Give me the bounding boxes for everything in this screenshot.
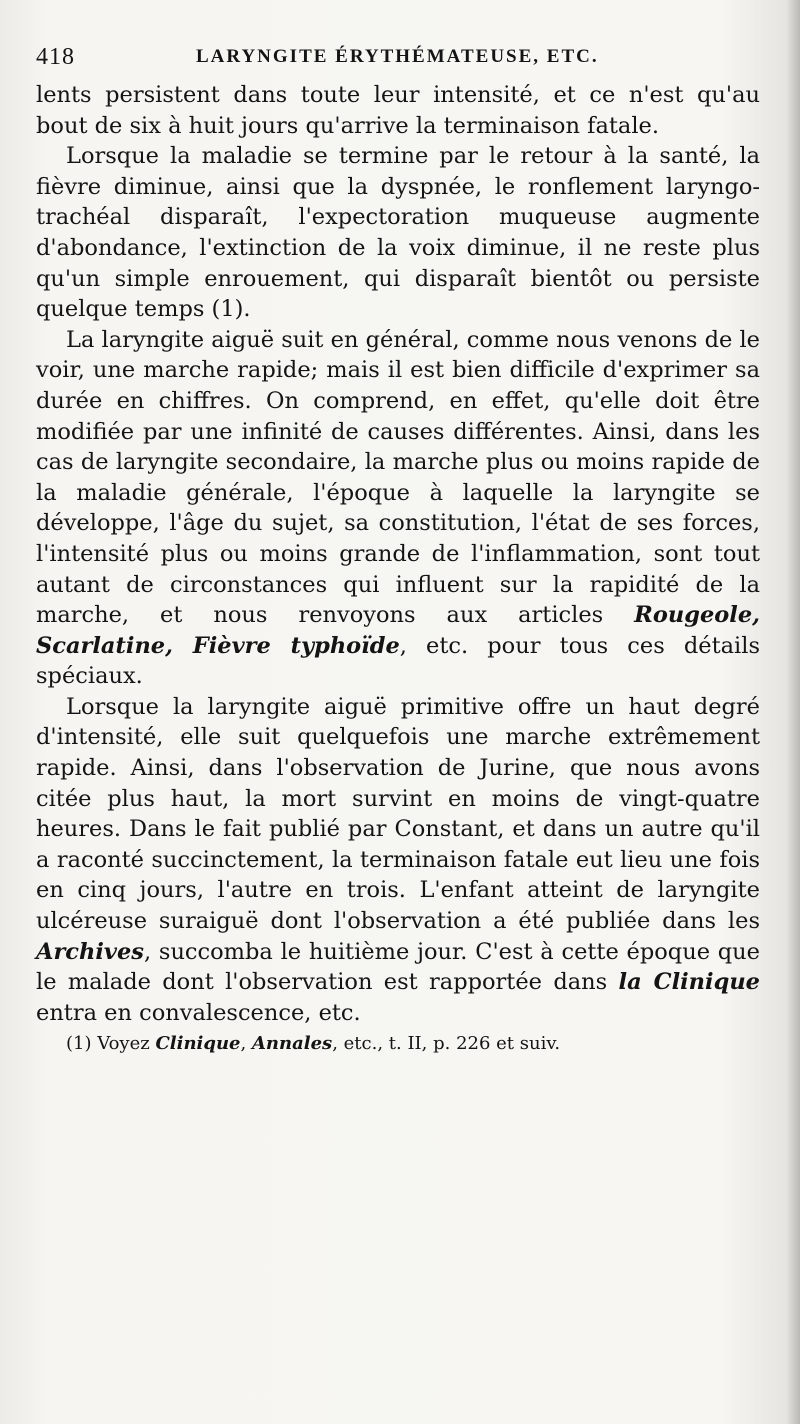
- italic-archives: Archives: [36, 938, 144, 965]
- italic-annales: Annales: [251, 1033, 333, 1054]
- paragraph-rapid-course: Lorsque la laryngite aiguë primitive offre un haut degré d'intensité, elle suit quelquefois une marche extrêmement rapide. Ainsi, dans l'observation de Jurine, que nous avons citée plus haut, la mort survint en moins de vingt-quatre heures. Dans le fait publié par Constant, et dans un autre qu'il a raconté succinctement, la terminaison fatale eut lieu une fois en cinq jours, l'autre en trois. L'enfant atteint de laryngite ulcéreuse suraiguë dont l'observation a été publiée dans les Archives, succomba le huitième jour. C'est à cette époque que le malade dont l'observation est rapportée dans la Clinique entra en convalescence, etc.: [36, 693, 760, 1026]
- italic-clinique: Clinique: [155, 1033, 241, 1054]
- italic-article-titles: Rougeole, Scarlatine, Fièvre typhoïde: [36, 602, 760, 659]
- paragraph-continuation: lents persistent dans toute leur intensité, et ce n'est qu'au bout de six à huit jours qu'arrive la terminaison fatale.: [36, 82, 760, 139]
- footnote: (1) Voyez Clinique, Annales, etc., t. II, p. 226 et suiv.: [66, 1033, 561, 1054]
- italic-la-clinique: la Clinique: [618, 969, 760, 996]
- paragraph-duration: La laryngite aiguë suit en général, comme nous venons de le voir, une marche rapide; mais il est bien difficile d'exprimer sa durée en chiffres. On comprend, en effet, qu'elle doit être modifiée par une infinité de causes différentes. Ainsi, dans les cas de laryngite secondaire, la marche plus ou moins rapide de la maladie générale, l'époque à laquelle la laryngite se développe, l'âge du sujet, sa constitution, l'état de ses forces, l'intensité plus ou moins grande de l'inflammation, sont tout autant de circonstances qui influent sur la rapidité de la marche, et nous renvoyons aux articles Rougeole, Scarlatine, Fièvre typhoïde, etc. pour tous ces détails spéciaux.: [36, 326, 760, 690]
- page-number: 418: [36, 44, 75, 70]
- body-text: [36, 80, 760, 1028]
- page-header: [36, 40, 760, 74]
- paragraph-recovery: Lorsque la maladie se termine par le retour à la santé, la fièvre diminue, ainsi que la dyspnée, le ronflement laryngo-trachéal disparaît, l'expectoration muqueuse augmente d'abondance, l'extinction de la voix diminue, il ne reste plus qu'un simple enrouement, qui disparaît bientôt ou persiste quelque temps (1).: [36, 143, 760, 323]
- running-head: LARYNGITE ÉRYTHÉMATEUSE, ETC.: [196, 46, 599, 67]
